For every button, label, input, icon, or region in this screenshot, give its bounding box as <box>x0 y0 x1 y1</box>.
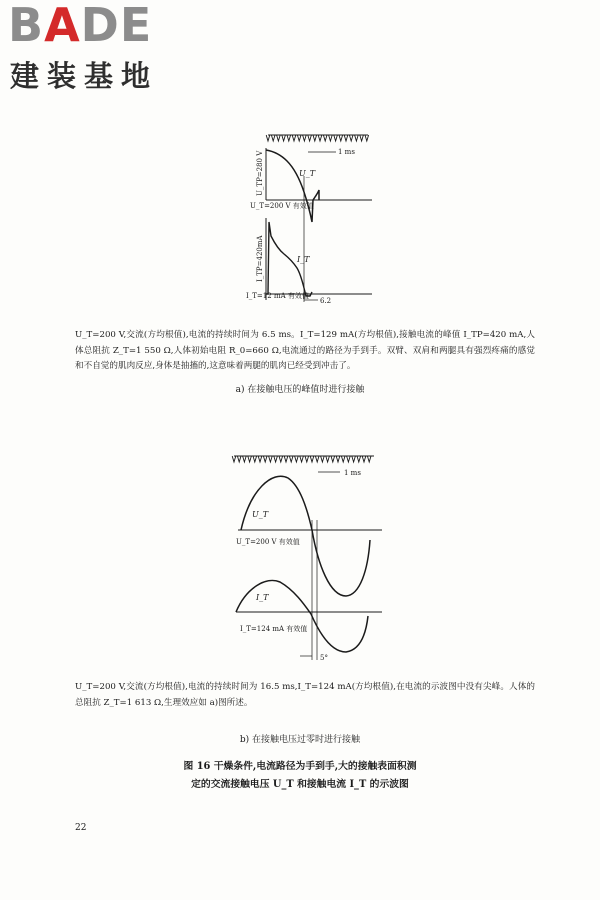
logo-letter-a: A <box>44 0 81 52</box>
time-scale-label-b: 1 ms <box>344 469 361 477</box>
time-ticks-b <box>232 456 374 462</box>
voltage-curve-label-a: U_T <box>299 169 316 178</box>
figure-title-line-2: 定的交流接触电压 U_T 和接触电流 I_T 的示波图 <box>191 779 409 790</box>
time-tick <box>269 456 273 462</box>
time-tick <box>321 456 325 462</box>
time-tick <box>295 456 299 462</box>
logo-subtitle: 建装基地 <box>10 59 159 93</box>
current-curve-label-b: I_T <box>256 593 269 602</box>
figure-title <box>0 758 600 794</box>
phase-label-b: 5° <box>320 654 328 662</box>
time-tick <box>279 456 283 462</box>
time-scale-label-a: 1 ms <box>338 148 355 156</box>
current-rms-label-b: I_T=124 mA 有效值 <box>240 625 308 633</box>
page-number: 22 <box>75 823 87 833</box>
time-tick <box>237 456 241 462</box>
time-tick <box>310 456 314 462</box>
time-tick <box>263 456 267 462</box>
time-tick <box>274 456 278 462</box>
description-b: U_T=200 V,交流(方均根值),电流的持续时间为 16.5 ms,I_T=124 mA(方均根值),在电流的示波图中没有尖峰。人体的总阻抗 Z_T=1 613 Ω,生理效应如 a)图所述。 <box>75 682 535 708</box>
voltage-rms-label-a: U_T=200 V 有效值 <box>250 202 314 210</box>
time-tick <box>284 456 288 462</box>
time-tick <box>289 456 293 462</box>
logo-letters-de: DE <box>80 0 153 52</box>
caption-a: a) 在接触电压的峰值时进行接触 <box>235 385 365 395</box>
time-tick <box>331 456 335 462</box>
figure-title-line-1: 图 16 干燥条件,电流路径为手到手,大的接触表面积测 <box>183 761 417 772</box>
time-tick <box>243 456 247 462</box>
time-tick <box>315 456 319 462</box>
time-tick <box>232 456 236 462</box>
current-peak-label-a: I_TP=420mA <box>256 235 264 282</box>
voltage-curve-b <box>241 476 370 596</box>
logo-letter-b: B <box>8 0 45 52</box>
caption-b: b) 在接触电压过零时进行接触 <box>239 735 361 745</box>
current-rms-label-a: I_T=12 mA 有效值 <box>246 292 309 300</box>
time-tick <box>347 456 351 462</box>
time-tick <box>367 456 371 462</box>
time-tick <box>248 456 252 462</box>
current-curve-label-a: I_T <box>297 255 310 264</box>
time-tick <box>300 456 304 462</box>
voltage-rms-label-b: U_T=200 V 有效值 <box>236 538 300 546</box>
voltage-peak-label-a: U_TP=280 V <box>256 150 264 196</box>
time-tick <box>362 456 366 462</box>
time-tick <box>341 456 345 462</box>
time-tick <box>326 456 330 462</box>
time-tick <box>253 456 257 462</box>
description-a: U_T=200 V,交流(方均根值),电流的持续时间为 6.5 ms。I_T=129 mA(方均根值),接触电流的峰值 I_TP=420 mA,人体总阻抗 Z_T=1 550 Ω,人体初始电阻 R_0=660 Ω,电流通过的路径为手到手。双臂、双肩和两腿具有强烈疼痛的感觉和不自觉的肌肉反应,身体是抽搐的,这意味着两腿的肌肉已经受到冲击了。 <box>75 330 535 371</box>
time-tick <box>336 456 340 462</box>
current-curve-b <box>236 580 368 652</box>
time-tick <box>258 456 262 462</box>
duration-label-a: 6.2 <box>320 297 332 305</box>
time-tick <box>305 456 309 462</box>
time-tick <box>357 456 361 462</box>
voltage-curve-label-b: U_T <box>252 510 269 519</box>
time-tick <box>352 456 356 462</box>
